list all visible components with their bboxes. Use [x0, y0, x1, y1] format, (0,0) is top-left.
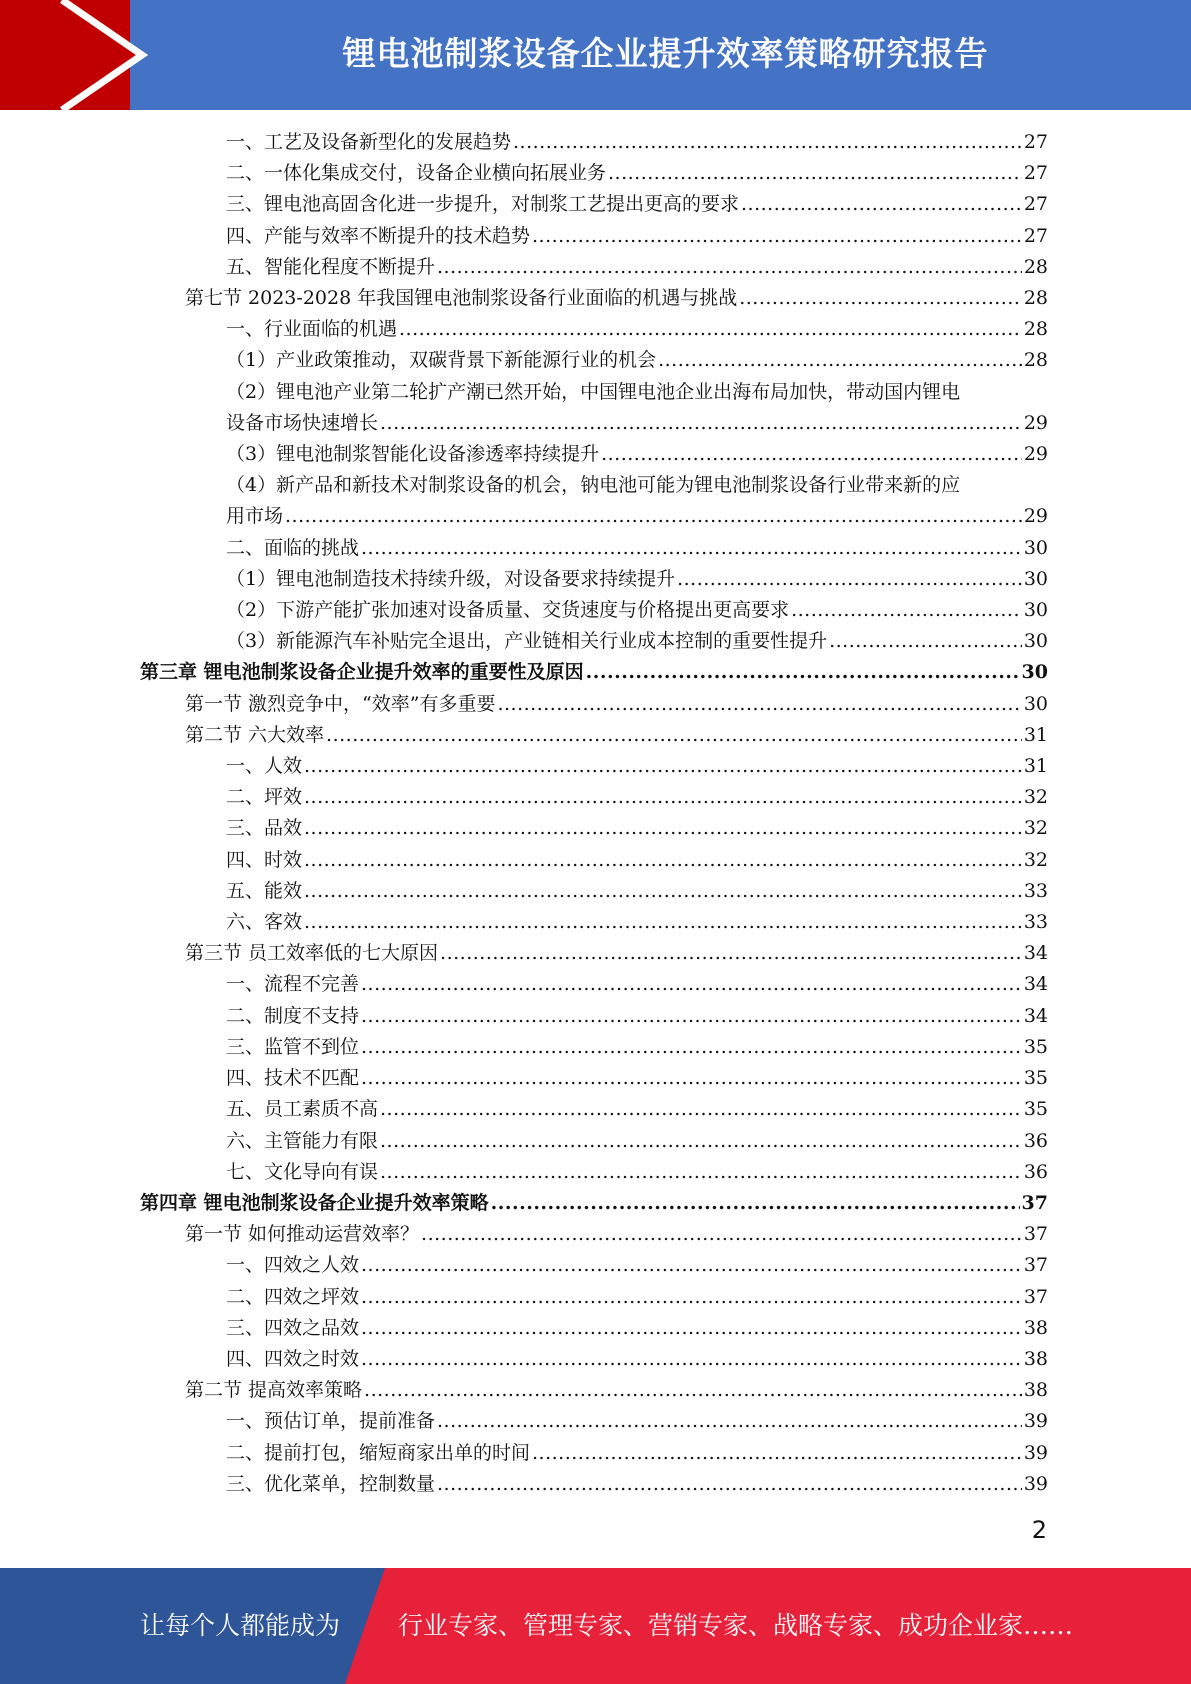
toc-dot-leader: [361, 1282, 1022, 1313]
toc-entry-text: 二、面临的挑战: [226, 536, 360, 559]
toc-page-number: 38: [1023, 1379, 1048, 1402]
toc-dot-leader: [304, 813, 1022, 844]
toc-item-entry[interactable]: [140, 439, 1048, 470]
toc-dot-leader: [380, 1126, 1022, 1157]
toc-dot-leader: [361, 1250, 1022, 1281]
toc-page-number: 30: [1021, 661, 1048, 684]
toc-dot-leader: [741, 189, 1022, 220]
toc-dot-leader: [829, 626, 1022, 657]
toc-page-number: 28: [1023, 349, 1048, 372]
toc-dot-leader: [361, 969, 1022, 1000]
toc-page-number: 32: [1023, 848, 1048, 871]
toc-dot-leader: [437, 252, 1022, 283]
toc-section-entry[interactable]: [140, 689, 1048, 720]
toc-entry-text: 三、品效: [226, 817, 303, 840]
toc-item-entry[interactable]: [140, 564, 1048, 595]
toc-page-number: 39: [1023, 1441, 1048, 1464]
toc-entry-text: 四、产能与效率不断提升的技术趋势: [226, 224, 531, 247]
toc-page-number: 39: [1023, 1472, 1048, 1495]
toc-entry-text: （2）下游产能扩张加速对设备质量、交货速度与价格提出更高要求: [226, 599, 790, 622]
toc-item-entry[interactable]: [140, 876, 1048, 907]
toc-item-entry[interactable]: [140, 813, 1048, 844]
toc-page-number: 33: [1023, 911, 1048, 934]
toc-dot-leader: [380, 1157, 1022, 1188]
toc-page-number: 34: [1023, 973, 1048, 996]
toc-dot-leader: [601, 439, 1022, 470]
toc-page-number: 35: [1023, 1098, 1048, 1121]
toc-dot-leader: [361, 1344, 1022, 1375]
page-number: 2: [1031, 1516, 1047, 1544]
toc-entry-text: 三、优化菜单，控制数量: [226, 1472, 436, 1495]
toc-dot-leader: [361, 1313, 1022, 1344]
toc-entry-text: 四、四效之时效: [226, 1347, 360, 1370]
toc-item-entry[interactable]: [140, 189, 1048, 220]
toc-dot-leader: [304, 907, 1022, 938]
table-of-contents: [140, 127, 1048, 1500]
toc-entry-text: 一、人效: [226, 755, 303, 778]
toc-entry-text: 二、四效之坪效: [226, 1285, 360, 1308]
toc-page-number: 29: [1023, 505, 1048, 528]
page-header: [0, 0, 1191, 110]
toc-page-number: 30: [1023, 599, 1048, 622]
toc-entry-text: 五、能效: [226, 879, 303, 902]
toc-entry-text: 七、文化导向有误: [226, 1160, 379, 1183]
toc-dot-leader: [285, 501, 1022, 532]
toc-page-number: 35: [1023, 1067, 1048, 1090]
toc-entry-text: 第二节 六大效率: [185, 723, 325, 746]
toc-section-entry[interactable]: [140, 283, 1048, 314]
toc-dot-leader: [326, 720, 1022, 751]
toc-dot-leader: [361, 1032, 1022, 1063]
toc-dot-leader: [304, 751, 1022, 782]
toc-entry-text: 三、锂电池高固含化进一步提升，对制浆工艺提出更高的要求: [226, 193, 740, 216]
toc-dot-leader: [532, 221, 1022, 252]
toc-section-entry[interactable]: [140, 720, 1048, 751]
toc-page-number: 32: [1023, 786, 1048, 809]
toc-item-entry[interactable]: [140, 377, 1048, 439]
toc-entry-text: 一、流程不完善: [226, 973, 360, 996]
toc-entry-text: （3）新能源汽车补贴完全退出，产业链相关行业成本控制的重要性提升: [226, 630, 828, 653]
toc-page-number: 28: [1023, 287, 1048, 310]
toc-page-number: 38: [1023, 1316, 1048, 1339]
toc-page-number: 27: [1023, 224, 1048, 247]
toc-item-entry[interactable]: [140, 1313, 1048, 1344]
toc-entry-text: 一、行业面临的机遇: [226, 318, 398, 341]
toc-chapter-entry[interactable]: [140, 1188, 1048, 1219]
toc-entry-text-cont: 用市场: [226, 505, 284, 528]
toc-dot-leader: [586, 657, 1020, 688]
toc-entry-text: 四、时效: [226, 848, 303, 871]
toc-entry-text: （4）新产品和新技术对制浆设备的机会，钠电池可能为锂电池制浆设备行业带来新的应: [226, 474, 961, 497]
toc-dot-leader: [361, 1001, 1022, 1032]
toc-item-entry[interactable]: [140, 127, 1048, 158]
toc-dot-leader: [532, 1438, 1022, 1469]
report-title: 锂电池制浆设备企业提升效率策略研究报告: [342, 34, 989, 73]
toc-page-number: 31: [1023, 755, 1048, 778]
toc-page-number: 29: [1023, 411, 1048, 434]
toc-dot-leader: [380, 1094, 1022, 1125]
toc-item-entry[interactable]: [140, 252, 1048, 283]
toc-entry-text: 三、四效之品效: [226, 1316, 360, 1339]
toc-entry-text: 五、员工素质不高: [226, 1098, 379, 1121]
toc-page-number: 37: [1023, 1254, 1048, 1277]
toc-item-entry[interactable]: [140, 1406, 1048, 1437]
toc-page-number: 30: [1023, 536, 1048, 559]
toc-chapter-entry[interactable]: [140, 657, 1048, 688]
toc-dot-leader: [513, 127, 1022, 158]
toc-dot-leader: [658, 345, 1022, 376]
toc-item-entry[interactable]: [140, 221, 1048, 252]
toc-dot-leader: [677, 564, 1022, 595]
toc-dot-leader: [791, 595, 1022, 626]
toc-page-number: 39: [1023, 1410, 1048, 1433]
toc-item-entry[interactable]: [140, 1469, 1048, 1500]
toc-dot-leader: [497, 689, 1021, 720]
toc-item-entry[interactable]: [140, 1001, 1048, 1032]
toc-entry-text: 第一节 如何推动运营效率？: [185, 1223, 420, 1246]
toc-entry-text: 第一节 激烈竞争中，“效率”有多重要: [185, 692, 496, 715]
toc-entry-text-cont: 设备市场快速增长: [226, 411, 379, 434]
toc-section-entry[interactable]: [140, 1375, 1048, 1406]
toc-page-number: 36: [1023, 1129, 1048, 1152]
toc-page-number: 29: [1023, 443, 1048, 466]
toc-entry-text: 一、工艺及设备新型化的发展趋势: [226, 131, 512, 153]
toc-item-entry[interactable]: [140, 595, 1048, 626]
toc-item-entry[interactable]: [140, 845, 1048, 876]
toc-entry-text: 第七节 2023-2028 年我国锂电池制浆设备行业面临的机遇与挑战: [185, 287, 738, 310]
toc-section-entry[interactable]: [140, 938, 1048, 969]
toc-page-number: 37: [1023, 1285, 1048, 1308]
toc-page-number: 33: [1023, 879, 1048, 902]
toc-entry-text: （2）锂电池产业第二轮扩产潮已然开始，中国锂电池企业出海布局加快，带动国内锂电: [226, 380, 961, 403]
toc-dot-leader: [304, 876, 1022, 907]
toc-item-entry[interactable]: [140, 314, 1048, 345]
header-arrow-icon: [0, 0, 160, 110]
toc-dot-leader: [739, 283, 1022, 314]
toc-page-number: 37: [1021, 1191, 1048, 1214]
toc-entry-text: 二、一体化集成交付，设备企业横向拓展业务: [226, 162, 607, 185]
toc-entry-text: （1）锂电池制造技术持续升级，对设备要求持续提升: [226, 567, 676, 590]
toc-item-entry[interactable]: [140, 1282, 1048, 1313]
toc-page-number: 27: [1023, 162, 1048, 185]
toc-dot-leader: [437, 1469, 1022, 1500]
toc-item-entry[interactable]: [140, 158, 1048, 189]
toc-entry-text: 三、监管不到位: [226, 1035, 360, 1058]
toc-dot-leader: [399, 314, 1022, 345]
toc-page-number: 35: [1023, 1035, 1048, 1058]
toc-entry-text: 四、技术不匹配: [226, 1067, 360, 1090]
toc-dot-leader: [437, 1406, 1022, 1437]
toc-entry-text: 六、客效: [226, 911, 303, 934]
toc-item-entry[interactable]: [140, 1157, 1048, 1188]
toc-dot-leader: [421, 1219, 1022, 1250]
toc-page-number: 27: [1023, 193, 1048, 216]
toc-dot-leader: [491, 1188, 1020, 1219]
page-footer: [0, 1568, 1191, 1684]
toc-item-entry[interactable]: [140, 1126, 1048, 1157]
toc-page-number: 28: [1023, 318, 1048, 341]
toc-dot-leader: [380, 408, 1022, 439]
toc-page-number: 37: [1023, 1223, 1048, 1246]
toc-section-entry[interactable]: [140, 1219, 1048, 1250]
toc-dot-leader: [608, 158, 1022, 189]
toc-entry-text: 第三节 员工效率低的七大原因: [185, 942, 439, 965]
toc-item-entry[interactable]: [140, 1250, 1048, 1281]
toc-entry-text: 二、制度不支持: [226, 1004, 360, 1027]
toc-item-entry[interactable]: [140, 1032, 1048, 1063]
toc-dot-leader: [304, 782, 1022, 813]
toc-entry-text: 一、预估订单，提前准备: [226, 1410, 436, 1433]
footer-slogan-left: 让每个人都能成为: [140, 1611, 341, 1640]
footer-slogan-right: 行业专家、管理专家、营销专家、战略专家、成功企业家……: [398, 1611, 1074, 1640]
toc-item-entry[interactable]: [140, 1094, 1048, 1125]
toc-page-number: 30: [1023, 567, 1048, 590]
toc-entry-text: 一、四效之人效: [226, 1254, 360, 1277]
toc-item-entry[interactable]: [140, 626, 1048, 657]
toc-dot-leader: [361, 1063, 1022, 1094]
toc-entry-text: 二、提前打包，缩短商家出单的时间: [226, 1441, 531, 1464]
toc-page-number: 30: [1023, 630, 1048, 653]
toc-entry-text: 五、智能化程度不断提升: [226, 255, 436, 278]
toc-item-entry[interactable]: [140, 1438, 1048, 1469]
toc-page-number: 34: [1023, 942, 1048, 965]
toc-page-number: 30: [1023, 692, 1048, 715]
toc-item-entry[interactable]: [140, 1063, 1048, 1094]
toc-dot-leader: [361, 533, 1022, 564]
toc-item-entry[interactable]: [140, 751, 1048, 782]
toc-entry-text: 第二节 提高效率策略: [185, 1379, 363, 1402]
toc-item-entry[interactable]: [140, 907, 1048, 938]
toc-item-entry[interactable]: [140, 1344, 1048, 1375]
toc-entry-text: 第三章 锂电池制浆设备企业提升效率的重要性及原因: [140, 661, 584, 684]
toc-entry-text: 六、主管能力有限: [226, 1129, 379, 1152]
toc-item-entry[interactable]: [140, 533, 1048, 564]
toc-page-number: 27: [1023, 131, 1048, 153]
toc-page-number: 31: [1023, 723, 1048, 746]
toc-item-entry[interactable]: [140, 470, 1048, 532]
toc-item-entry[interactable]: [140, 782, 1048, 813]
toc-dot-leader: [364, 1375, 1022, 1406]
toc-entry-text: 第四章 锂电池制浆设备企业提升效率策略: [140, 1191, 489, 1214]
toc-dot-leader: [440, 938, 1022, 969]
toc-page-number: 36: [1023, 1160, 1048, 1183]
toc-entry-text: （3）锂电池制浆智能化设备渗透率持续提升: [226, 443, 600, 466]
toc-entry-text: 二、坪效: [226, 786, 303, 809]
toc-item-entry[interactable]: [140, 345, 1048, 376]
toc-page-number: 34: [1023, 1004, 1048, 1027]
toc-dot-leader: [304, 845, 1022, 876]
toc-page-number: 38: [1023, 1347, 1048, 1370]
toc-entry-text: （1）产业政策推动，双碳背景下新能源行业的机会: [226, 349, 657, 372]
toc-page-number: 28: [1023, 255, 1048, 278]
toc-page-number: 32: [1023, 817, 1048, 840]
toc-item-entry[interactable]: [140, 969, 1048, 1000]
